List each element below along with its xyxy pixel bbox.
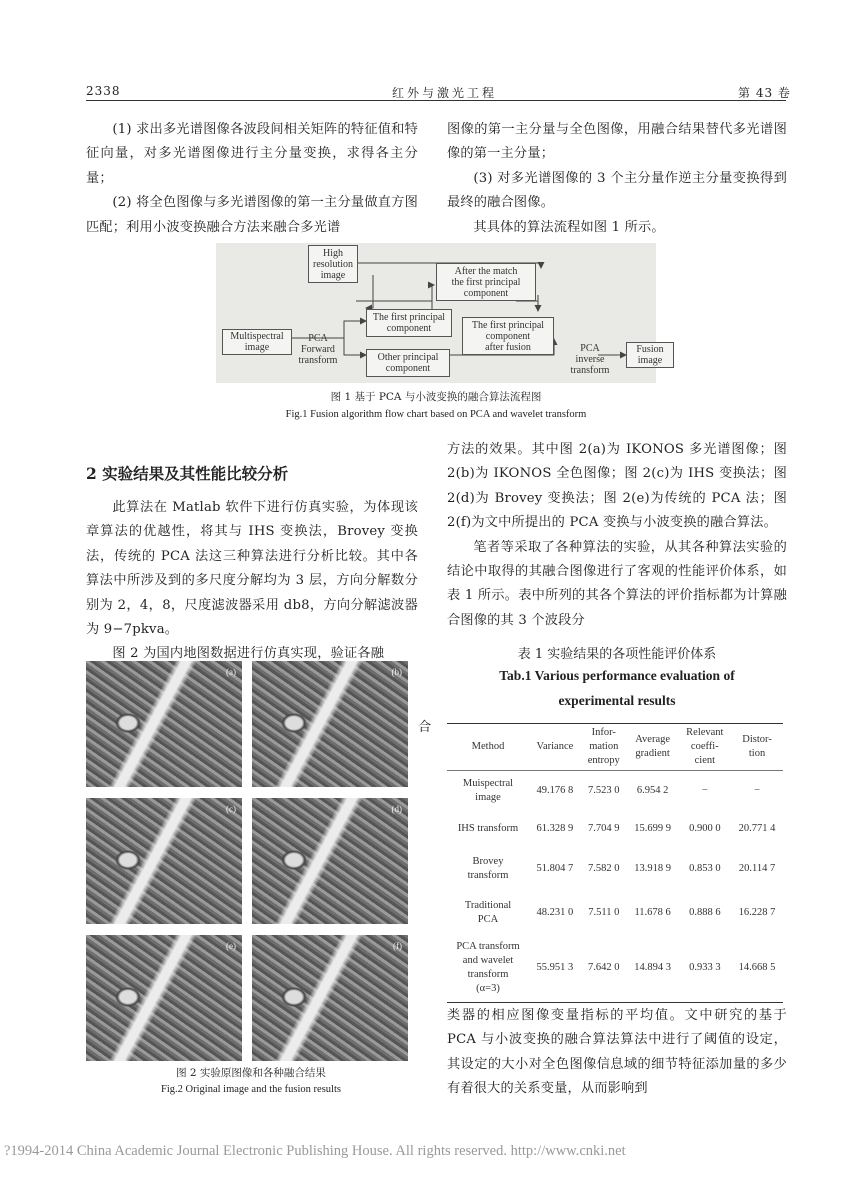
table-cell: 6.954 2: [636, 784, 669, 796]
first-principal-component-box: The first principal component: [366, 309, 452, 337]
step-3-paragraph: (3) 对多光谱图像的 3 个主分量作逆主分量变换得到最终的融合图像。: [447, 170, 787, 211]
header-distortion: Distor- tion: [742, 734, 772, 759]
header-relevant-coefficient: Relevant coeffi- cient: [686, 727, 724, 766]
figure2-description: 方法的效果。其中图 2(a)为 IKONOS 多光谱图像；图 2(b)为 IKONOS 全色图像；图 2(c)为 IHS 变换法；图 2(d)为 Brovey 变换法；图 2(e)为传统的 PCA 法；图 2(f)为文中所提出的 PCA 变换与小波变换的融合算法。: [447, 442, 787, 531]
image-c: [86, 798, 242, 924]
table-row: [447, 771, 783, 811]
table-cell: 7.582 0: [588, 862, 620, 874]
page-number: 2338: [86, 84, 121, 98]
table-cell: 48.231 0: [536, 906, 574, 918]
copyright-footer: ?1994-2014 China Academic Journal Electronic Publishing House. All rights reserved. http://www.cnki.net: [4, 1143, 626, 1159]
stray-character: 合: [418, 720, 432, 735]
table-cell: 20.771 4: [738, 822, 776, 834]
fusion-flowchart: [216, 243, 664, 383]
header-information-entropy: Infor- mation entropy: [587, 727, 620, 766]
table-cell: 11.678 6: [634, 906, 671, 918]
table-cell: Traditional PCA: [464, 899, 512, 925]
label-e: (e): [226, 941, 236, 951]
image-b: [252, 661, 408, 787]
step-1-paragraph: (1) 求出多光谱图像各波段间相关矩阵的特征值和特征向量，对多光谱图像进行主分量变换，求得各主分量；: [86, 122, 418, 186]
fusion-results-figure: [86, 661, 408, 1061]
figure2-intro-paragraph: 图 2 为国内地图数据进行仿真实现，验证各融: [112, 646, 385, 662]
volume-label: 第 43 卷: [738, 86, 791, 100]
table-row: [447, 847, 783, 891]
left-top-column: [86, 118, 418, 240]
table-cell: 14.894 3: [634, 962, 671, 974]
performance-table: [447, 723, 783, 1003]
other-principal-component-box: Other principal component: [366, 349, 450, 377]
step-2-continued: 图像的第一主分量与全色图像，用融合结果替代多光谱图像的第一主分量；: [447, 122, 787, 162]
first-pc-after-fusion-box: The first principal component after fusion: [462, 317, 554, 355]
table-cell: IHS transform: [457, 822, 519, 834]
left-mid-column: [86, 496, 418, 667]
table-cell: 20.114 7: [738, 862, 776, 874]
pca-inverse-label: PCA inverse transform: [570, 343, 610, 376]
image-e: [86, 935, 242, 1061]
section-2-title: 2 实验结果及其性能比较分析: [86, 464, 289, 483]
image-a: [86, 661, 242, 787]
table-cell: 0.888 6: [689, 906, 721, 918]
table-cell: −: [754, 784, 761, 796]
table1-caption-en-line1: Tab.1 Various performance evaluation of: [499, 668, 735, 683]
table-cell: 49.176 8: [536, 784, 574, 796]
table-row: [447, 935, 783, 1003]
label-d: (d): [391, 804, 402, 814]
fusion-image-box: Fusion image: [626, 342, 674, 368]
table-cell: 7.704 9: [588, 822, 620, 834]
table-cell: PCA transform and wavelet transform (α=3): [456, 941, 520, 995]
image-f: [252, 935, 408, 1061]
header-rule: [86, 100, 786, 101]
evaluation-paragraph: 笔者等采取了各种算法的实验，从其各种算法实验的结论中取得的其融合图像进行了客观的性能评价体系，如表 1 所示。表中所列的其各个算法的评价指标都为计算融合图像的其 3 个波段分: [447, 539, 787, 628]
after-match-box: After the match the first principal component: [436, 263, 536, 301]
label-a: (a): [226, 667, 236, 677]
experiment-setup-paragraph: 此算法在 Matlab 软件下进行仿真实验，为体现该章算法的优越性，将其与 IHS 变换法，Brovey 变换法，传统的 PCA 法这三种算法进行分析比较。其中各算法中所涉及到的多尺度分解均为 3 层，方向分解数分别为 2，4，8，尺度滤波器采用 db8，方向分解滤波器为 9−7pkva。: [86, 500, 418, 638]
label-c: (c): [226, 804, 236, 814]
label-b: (b): [391, 667, 402, 677]
table-cell: 15.699 9: [634, 822, 671, 834]
fig2-caption: 图 2 实验原图像和各种融合结果: [176, 1067, 326, 1079]
table-cell: Muispectral image: [462, 777, 514, 803]
header-method: Method: [471, 741, 505, 752]
fig1-caption-en: Fig.1 Fusion algorithm flow chart based on PCA and wavelet transform: [285, 409, 587, 420]
right-mid-column: [447, 438, 787, 633]
table-cell: 0.933 3: [689, 962, 721, 974]
header-variance: Variance: [536, 741, 574, 752]
pca-forward-label: PCA Forward transform: [298, 333, 338, 366]
journal-name: 红外与激光工程: [392, 86, 498, 100]
table-row: [447, 891, 783, 935]
table1-caption: 表 1 实验结果的各项性能评价体系: [517, 647, 717, 662]
table-cell: Brovey transform: [467, 855, 509, 881]
table1-caption-en-line2: experimental results: [558, 693, 676, 708]
table-cell: 51.804 7: [536, 862, 574, 874]
right-bottom-column: [447, 1004, 787, 1102]
table-cell: −: [701, 784, 708, 796]
table-cell: 55.951 3: [536, 962, 574, 974]
table-cell: 7.523 0: [588, 784, 620, 796]
label-f: (f): [393, 941, 402, 951]
table-header-row: [447, 724, 783, 771]
table-row: [447, 811, 783, 847]
table-cell: 0.900 0: [689, 822, 721, 834]
high-resolution-image-box: High resolution image: [308, 245, 358, 283]
flow-intro-paragraph: 其具体的算法流程如图 1 所示。: [473, 219, 665, 235]
fig1-caption: 图 1 基于 PCA 与小波变换的融合算法流程图: [330, 391, 542, 403]
header-average-gradient: Average gradient: [635, 734, 671, 759]
fig2-caption-en: Fig.2 Original image and the fusion results: [161, 1084, 341, 1095]
table-cell: 7.642 0: [588, 962, 620, 974]
table-cell: 7.511 0: [588, 906, 620, 918]
threshold-paragraph: 类器的相应图像变量指标的平均值。文中研究的基于 PCA 与小波变换的融合算法算法中进行了阈值的设定，其设定的大小对全色图像信息域的细节特征添加量的多少有着很大的关系变量，从而影响到: [447, 1008, 787, 1097]
table-cell: 14.668 5: [738, 962, 776, 974]
multispectral-image-box: Multispectral image: [222, 329, 292, 355]
table-cell: 61.328 9: [536, 822, 574, 834]
table-cell: 13.918 9: [634, 862, 671, 874]
right-top-column: [447, 118, 787, 240]
table-cell: 0.853 0: [689, 862, 721, 874]
image-d: [252, 798, 408, 924]
step-2-paragraph: (2) 将全色图像与多光谱图像的第一主分量做直方图匹配；利用小波变换融合方法来融合多光谱: [86, 195, 418, 235]
table-cell: 16.228 7: [738, 906, 776, 918]
